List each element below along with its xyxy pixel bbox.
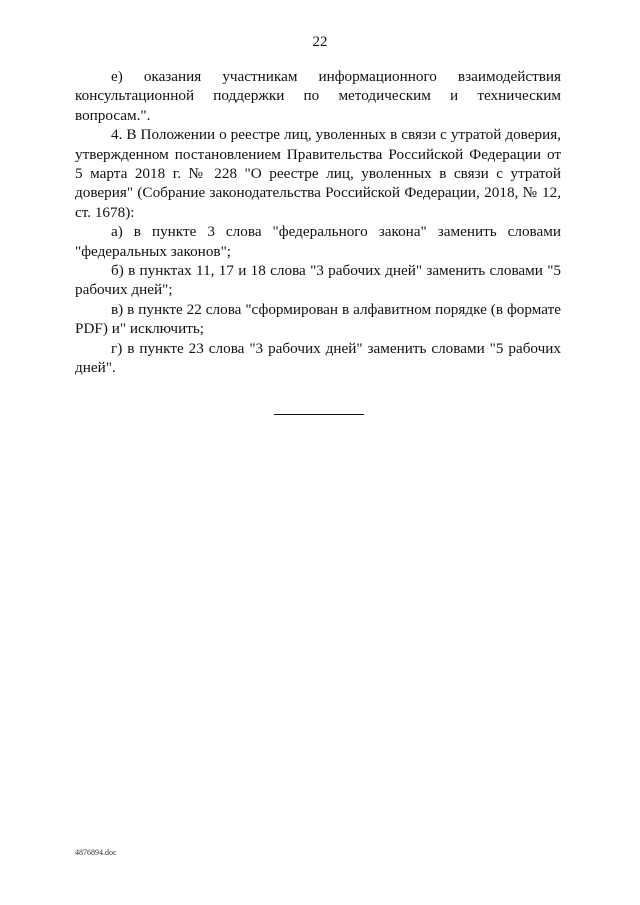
paragraph-subitem-b: б) в пунктах 11, 17 и 18 слова "3 рабочих дней" заменить словами "5 рабочих дней"; [75,262,561,299]
paragraph-item-e: е) оказания участникам информационного взаимодействия консультационной поддержки по методическим и техническим вопросам.". [75,68,561,124]
document-file-code: 4876894.doc [75,848,117,857]
paragraph-subitem-g: г) в пункте 23 слова "3 рабочих дней" заменить словами "5 рабочих дней". [75,339,561,377]
paragraph-subitem-a: а) в пункте 3 слова "федерального закона" заменить словами "федеральных законов"; [75,223,561,260]
paragraph-subitem-v: в) в пункте 22 слова "сформирован в алфавитном порядке (в формате PDF) и" исключить; [75,300,561,338]
page-number: 22 [312,34,328,50]
end-divider-line [274,414,364,415]
document-body [75,67,561,378]
paragraph-item-4: 4. В Положении о реестре лиц, уволенных в связи с утратой доверия, утвержденном постановлением Правительства Российской Федерации от 5 марта 2018 г. № 228 "О реестре лиц, уволенных в связи с утратой доверия" (Собрание законодательства Российской Федерации, 2018, № 12, ст. 1678): [75,126,561,221]
